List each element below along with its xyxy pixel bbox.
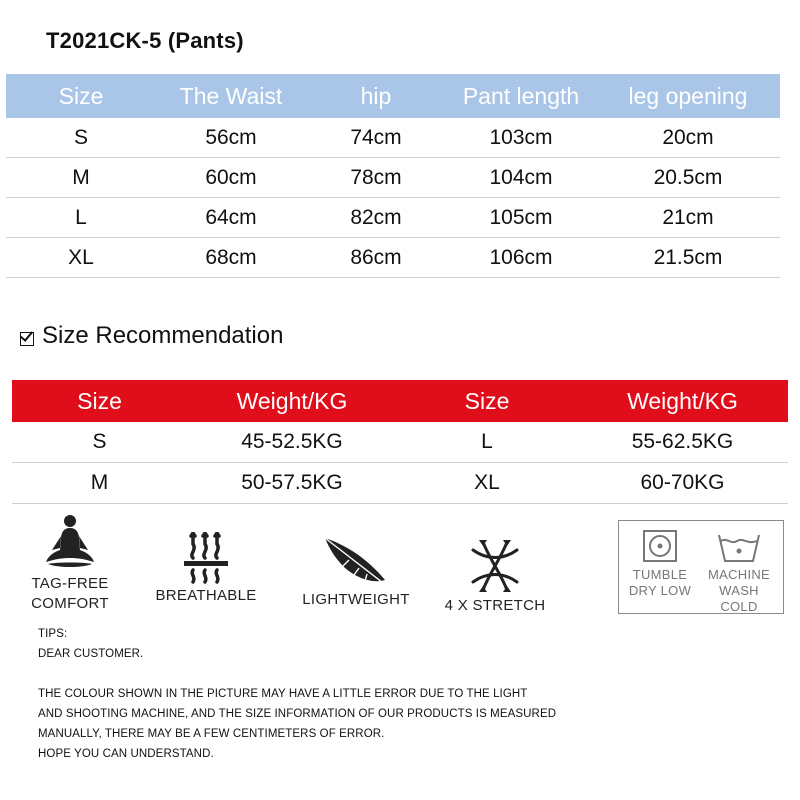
cell-weight: 60-70KG bbox=[577, 463, 788, 504]
cell-size: M bbox=[6, 158, 156, 198]
feature-tag-free bbox=[22, 512, 118, 614]
cell-leg-opening: 21.5cm bbox=[596, 238, 780, 278]
recommendation-header-row bbox=[12, 380, 788, 422]
care-label: WASH COLD bbox=[719, 583, 759, 614]
header-size: Size bbox=[12, 380, 187, 422]
table-row bbox=[12, 422, 788, 463]
cell-hip: 74cm bbox=[306, 118, 446, 158]
cell-size: S bbox=[12, 422, 187, 463]
size-recommendation-heading bbox=[20, 322, 283, 350]
cell-hip: 86cm bbox=[306, 238, 446, 278]
size-chart-table bbox=[6, 74, 780, 278]
cell-waist: 64cm bbox=[156, 198, 306, 238]
cell-leg-opening: 20.5cm bbox=[596, 158, 780, 198]
cell-hip: 82cm bbox=[306, 198, 446, 238]
cell-weight: 55-62.5KG bbox=[577, 422, 788, 463]
tumble-dry-icon bbox=[642, 529, 678, 563]
cell-pant-length: 103cm bbox=[446, 118, 596, 158]
cell-leg-opening: 20cm bbox=[596, 118, 780, 158]
tips-line: MANUALLY, THERE MAY BE A FEW CENTIMETERS OF ERROR. bbox=[38, 728, 385, 740]
care-machine-wash bbox=[699, 529, 779, 615]
cell-size: L bbox=[397, 422, 577, 463]
table-row bbox=[12, 463, 788, 504]
header-weight: Weight/KG bbox=[187, 380, 397, 422]
breathable-icon bbox=[181, 532, 231, 584]
tips-line: THE COLOUR SHOWN IN THE PICTURE MAY HAVE A LITTLE ERROR DUE TO THE LIGHT bbox=[38, 688, 528, 700]
table-row bbox=[6, 238, 780, 278]
header-pant-length: Pant length bbox=[446, 74, 596, 118]
cell-pant-length: 106cm bbox=[446, 238, 596, 278]
care-instructions-box bbox=[618, 520, 784, 614]
cell-pant-length: 104cm bbox=[446, 158, 596, 198]
size-chart-header-row bbox=[6, 74, 780, 118]
size-recommendation-label: Size Recommendation bbox=[42, 322, 284, 349]
stretch-icon bbox=[463, 538, 527, 594]
cell-size: L bbox=[6, 198, 156, 238]
tips-label: TIPS: bbox=[38, 628, 68, 640]
care-tumble-dry bbox=[625, 529, 695, 599]
table-row bbox=[6, 158, 780, 198]
header-size: Size bbox=[6, 74, 156, 118]
table-row bbox=[6, 118, 780, 158]
tips-greeting: DEAR CUSTOMER. bbox=[38, 648, 144, 660]
feather-icon bbox=[321, 534, 391, 588]
tips-section bbox=[38, 624, 556, 764]
cell-pant-length: 105cm bbox=[446, 198, 596, 238]
header-leg-opening: leg opening bbox=[596, 74, 780, 118]
cell-size: M bbox=[12, 463, 187, 504]
meditation-icon bbox=[40, 512, 100, 572]
checkbox-icon bbox=[20, 332, 34, 346]
cell-weight: 50-57.5KG bbox=[187, 463, 397, 504]
feature-stretch bbox=[440, 538, 550, 616]
care-label: TUMBLE bbox=[632, 567, 688, 582]
feature-lightweight bbox=[294, 534, 418, 610]
machine-wash-icon bbox=[717, 529, 761, 563]
feature-label: BREATHABLE bbox=[155, 587, 257, 604]
table-row bbox=[6, 198, 780, 238]
feature-label: COMFORT bbox=[31, 595, 109, 612]
tips-line: AND SHOOTING MACHINE, AND THE SIZE INFORMATION OF OUR PRODUCTS IS MEASURED bbox=[38, 708, 557, 720]
cell-waist: 60cm bbox=[156, 158, 306, 198]
cell-waist: 68cm bbox=[156, 238, 306, 278]
cell-size: XL bbox=[397, 463, 577, 504]
header-weight: Weight/KG bbox=[577, 380, 788, 422]
product-title: T2021CK-5 (Pants) bbox=[46, 28, 244, 53]
cell-leg-opening: 21cm bbox=[596, 198, 780, 238]
feature-label: 4 X STRETCH bbox=[444, 597, 546, 614]
size-recommendation-table bbox=[12, 380, 788, 504]
cell-weight: 45-52.5KG bbox=[187, 422, 397, 463]
feature-label: TAG-FREE bbox=[31, 575, 109, 592]
care-label: MACHINE bbox=[707, 567, 771, 582]
header-waist: The Waist bbox=[156, 74, 306, 118]
header-hip: hip bbox=[306, 74, 446, 118]
feature-label: LIGHTWEIGHT bbox=[302, 591, 410, 608]
header-size: Size bbox=[397, 380, 577, 422]
cell-size: S bbox=[6, 118, 156, 158]
cell-hip: 78cm bbox=[306, 158, 446, 198]
cell-size: XL bbox=[6, 238, 156, 278]
feature-breathable bbox=[150, 532, 262, 606]
tips-line: HOPE YOU CAN UNDERSTAND. bbox=[38, 748, 214, 760]
care-label: DRY LOW bbox=[628, 583, 692, 598]
cell-waist: 56cm bbox=[156, 118, 306, 158]
